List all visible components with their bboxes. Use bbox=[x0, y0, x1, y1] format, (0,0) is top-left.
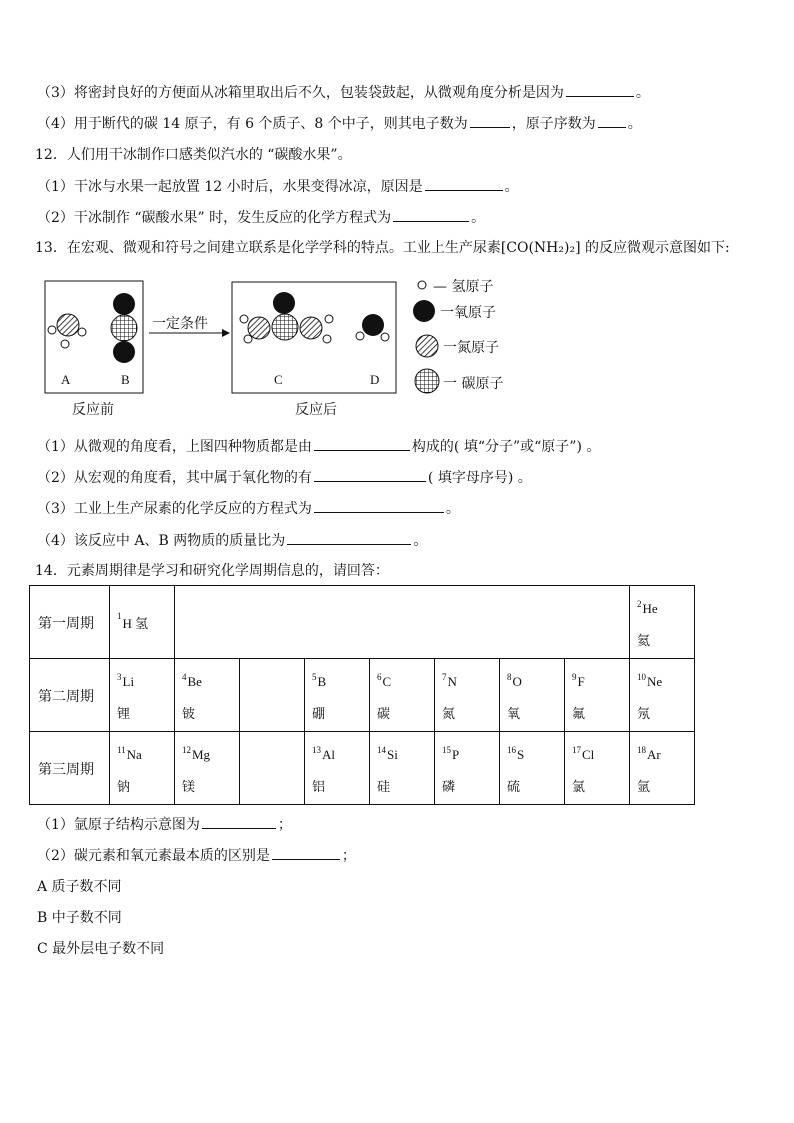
legend-oxygen: 一氧原子 bbox=[440, 305, 496, 321]
ammonia-molecule bbox=[48, 314, 86, 348]
legend-carbon-icon bbox=[415, 369, 439, 393]
element-cell: $^7$N 氮 bbox=[442, 672, 457, 722]
option-b[interactable]: B 中子数不同 bbox=[37, 910, 122, 926]
answer-blank[interactable] bbox=[598, 113, 626, 128]
periodic-table bbox=[29, 585, 695, 805]
urea-molecule bbox=[240, 292, 333, 343]
carbon-dioxide-molecule bbox=[111, 293, 137, 363]
arrow-head-icon bbox=[222, 329, 230, 337]
carbon-atom-icon bbox=[272, 314, 298, 340]
label-d: D bbox=[370, 372, 380, 387]
empty-cell bbox=[240, 732, 305, 805]
option-a[interactable]: A 质子数不同 bbox=[37, 879, 122, 895]
q13-part3: （3）工业上生产尿素的化学反应的方程式为 。 bbox=[37, 498, 460, 519]
answer-blank[interactable] bbox=[202, 814, 276, 829]
element-cell: $^{18}$Ar 氩 bbox=[637, 745, 661, 795]
oxygen-atom-icon bbox=[362, 314, 384, 336]
period-label: 第一周期 bbox=[38, 616, 94, 632]
answer-blank[interactable] bbox=[566, 82, 634, 97]
hydrogen-atom-icon bbox=[381, 333, 389, 341]
element-cell: $^3$Li 锂 bbox=[117, 672, 135, 722]
legend-nitrogen: 一氮原子 bbox=[443, 340, 499, 356]
hydrogen-atom-icon bbox=[356, 332, 364, 340]
element-cell: $^{16}$S 硫 bbox=[507, 745, 525, 795]
element-cell: $^{10}$Ne 氖 bbox=[637, 672, 663, 722]
q14-part2: （2）碳元素和氧元素最本质的区别是 ； bbox=[37, 845, 356, 866]
reaction-condition: 一定条件 bbox=[152, 316, 208, 332]
water-molecule bbox=[356, 314, 389, 341]
answer-blank[interactable] bbox=[272, 845, 340, 860]
option-c[interactable]: C 最外层电子数不同 bbox=[37, 941, 165, 957]
empty-cell bbox=[240, 659, 305, 732]
nitrogen-atom-icon bbox=[248, 317, 270, 339]
answer-blank[interactable] bbox=[470, 113, 510, 128]
element-cell: $^6$C 碳 bbox=[377, 672, 392, 722]
answer-blank[interactable] bbox=[393, 207, 469, 222]
legend-oxygen-icon bbox=[413, 300, 435, 322]
hydrogen-atom-icon bbox=[61, 340, 69, 348]
q12-stem: 12．人们用干冰制作口感类似汽水的 “碳酸水果”。 bbox=[35, 147, 352, 163]
q13-part2: （2）从宏观的角度看，其中属于氧化物的有 ( 填字母序号) 。 bbox=[37, 467, 532, 488]
label-c: C bbox=[274, 372, 283, 387]
period-label: 第三周期 bbox=[38, 762, 94, 778]
hydrogen-atom-icon bbox=[325, 315, 333, 323]
element-cell: $^{12}$Mg 镁 bbox=[182, 745, 211, 795]
period-row-3 bbox=[30, 732, 695, 805]
q12-part2: （2）干冰制作 “碳酸水果” 时，发生反应的化学方程式为 。 bbox=[37, 207, 485, 228]
oxygen-atom-icon bbox=[273, 292, 295, 314]
legend-hydrogen-icon bbox=[418, 281, 426, 289]
answer-blank[interactable] bbox=[314, 498, 444, 513]
after-caption: 反应后 bbox=[295, 402, 337, 418]
element-cell: $^4$Be 铍 bbox=[182, 672, 202, 722]
element-cell: $^5$B 硼 bbox=[312, 672, 327, 722]
element-cell: $^1$H 氢 bbox=[117, 611, 149, 631]
period-row-1 bbox=[30, 586, 695, 659]
label-b: B bbox=[121, 372, 130, 387]
hydrogen-atom-icon bbox=[48, 326, 56, 334]
element-cell: $^9$F 氟 bbox=[572, 672, 586, 722]
element-cell: $^{14}$Si 硅 bbox=[377, 745, 398, 795]
q13-part4: （4）该反应中 A、B 两物质的质量比为 。 bbox=[37, 530, 427, 551]
legend-nitrogen-icon bbox=[416, 335, 438, 357]
answer-blank[interactable] bbox=[287, 530, 411, 545]
element-cell: $^{15}$P 磷 bbox=[442, 745, 460, 795]
nitrogen-atom-icon bbox=[57, 314, 79, 336]
label-a: A bbox=[61, 372, 71, 387]
answer-blank[interactable] bbox=[425, 176, 503, 191]
answer-blank[interactable] bbox=[314, 467, 426, 482]
nitrogen-atom-icon bbox=[300, 317, 322, 339]
carbon-atom-icon bbox=[111, 315, 137, 341]
hydrogen-atom-icon bbox=[323, 335, 331, 343]
hydrogen-atom-icon bbox=[240, 315, 248, 323]
element-cell: $^{13}$Al 铝 bbox=[312, 745, 335, 795]
q11-part4: （4）用于断代的碳 14 原子，有 6 个质子、8 个中子，则其电子数为 ，原子序数为 。 bbox=[37, 113, 642, 134]
hydrogen-atom-icon bbox=[78, 328, 86, 336]
legend-hydrogen: — 氢原子 bbox=[433, 279, 494, 295]
q11-part3: （3）将密封良好的方便面从冰箱里取出后不久，包装袋鼓起，从微观角度分析是因为 。 bbox=[37, 82, 650, 103]
answer-blank[interactable] bbox=[314, 436, 410, 451]
q13-part1: （1）从微观的角度看，上图四种物质都是由 构成的( 填“分子”或“原子”) 。 bbox=[37, 436, 600, 457]
element-cell: $^8$O 氧 bbox=[507, 672, 522, 722]
hydrogen-atom-icon bbox=[244, 335, 252, 343]
oxygen-atom-icon bbox=[113, 293, 135, 315]
legend-carbon: 一 碳原子 bbox=[443, 376, 504, 392]
element-cell: $^2$He 氦 bbox=[637, 599, 658, 649]
element-cell: $^{17}$Cl 氯 bbox=[572, 745, 595, 795]
period-label: 第二周期 bbox=[38, 689, 94, 705]
before-caption: 反应前 bbox=[72, 402, 114, 418]
q14-stem: 14．元素周期律是学习和研究化学周期信息的，请回答： bbox=[35, 563, 389, 579]
period-row-2 bbox=[30, 659, 695, 732]
oxygen-atom-icon bbox=[113, 341, 135, 363]
element-cell: $^{11}$Na 钠 bbox=[117, 745, 142, 795]
q13-stem: 13．在宏观、微观和符号之间建立联系是化学学科的特点。工业上生产尿素[CO(NH₂)₂] 的反应微观示意图如下: bbox=[35, 240, 730, 256]
empty-gap bbox=[175, 586, 630, 659]
q14-part1: （1）氩原子结构示意图为 ； bbox=[37, 814, 292, 835]
q12-part1: （1）干冰与水果一起放置 12 小时后，水果变得冰凉，原因是 。 bbox=[37, 176, 519, 197]
